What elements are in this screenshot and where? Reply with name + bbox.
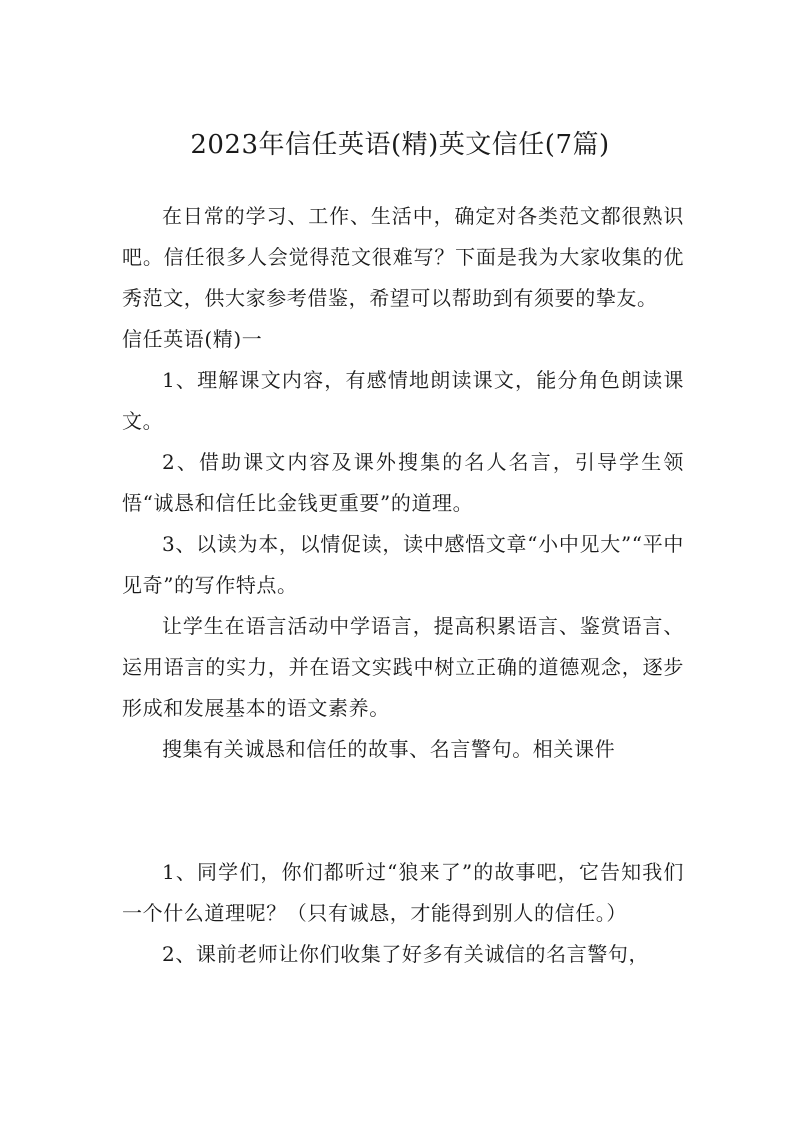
document-title: 2023年信任英语(精)英文信任(7篇)	[190, 130, 610, 160]
intro-paragraph: 在日常的学习、工作、生活中，确定对各类范文都很熟识吧。信任很多人会觉得范文很难写？下面是我为大家收集的优秀范文，供大家参考借鉴，希望可以帮助到有须要的挚友。	[122, 204, 684, 310]
blank-gap	[122, 770, 684, 852]
goal-paragraph: 让学生在语言活动中学语言，提高积累语言、鉴赏语言、运用语言的实力，并在语文实践中树立正确的道德观念，逐步形成和发展基本的语文素养。	[122, 614, 684, 720]
objective-item: 3、以读为本，以情促读，读中感悟文章“小中见大”“平中见奇”的写作特点。	[122, 532, 684, 597]
document-body	[122, 196, 684, 975]
objective-item: 2、借助课文内容及课外搜集的名人名言，引导学生领悟“诚恳和信任比金钱更重要”的道理。	[122, 450, 684, 515]
step-item: 2、课前老师让你们收集了好多有关诚信的名言警句，	[162, 942, 650, 966]
section-heading: 信任英语(精)一	[122, 327, 263, 351]
step-item: 1、同学们，你们都听过“狼来了”的故事吧，它告知我们一个什么道理呢？（只有诚恳，才能得到别人的信任。）	[122, 860, 684, 925]
preparation-paragraph: 搜集有关诚恳和信任的故事、名言警句。相关课件	[162, 737, 616, 761]
objective-item: 1、理解课文内容，有感情地朗读课文，能分角色朗读课文。	[122, 368, 684, 433]
